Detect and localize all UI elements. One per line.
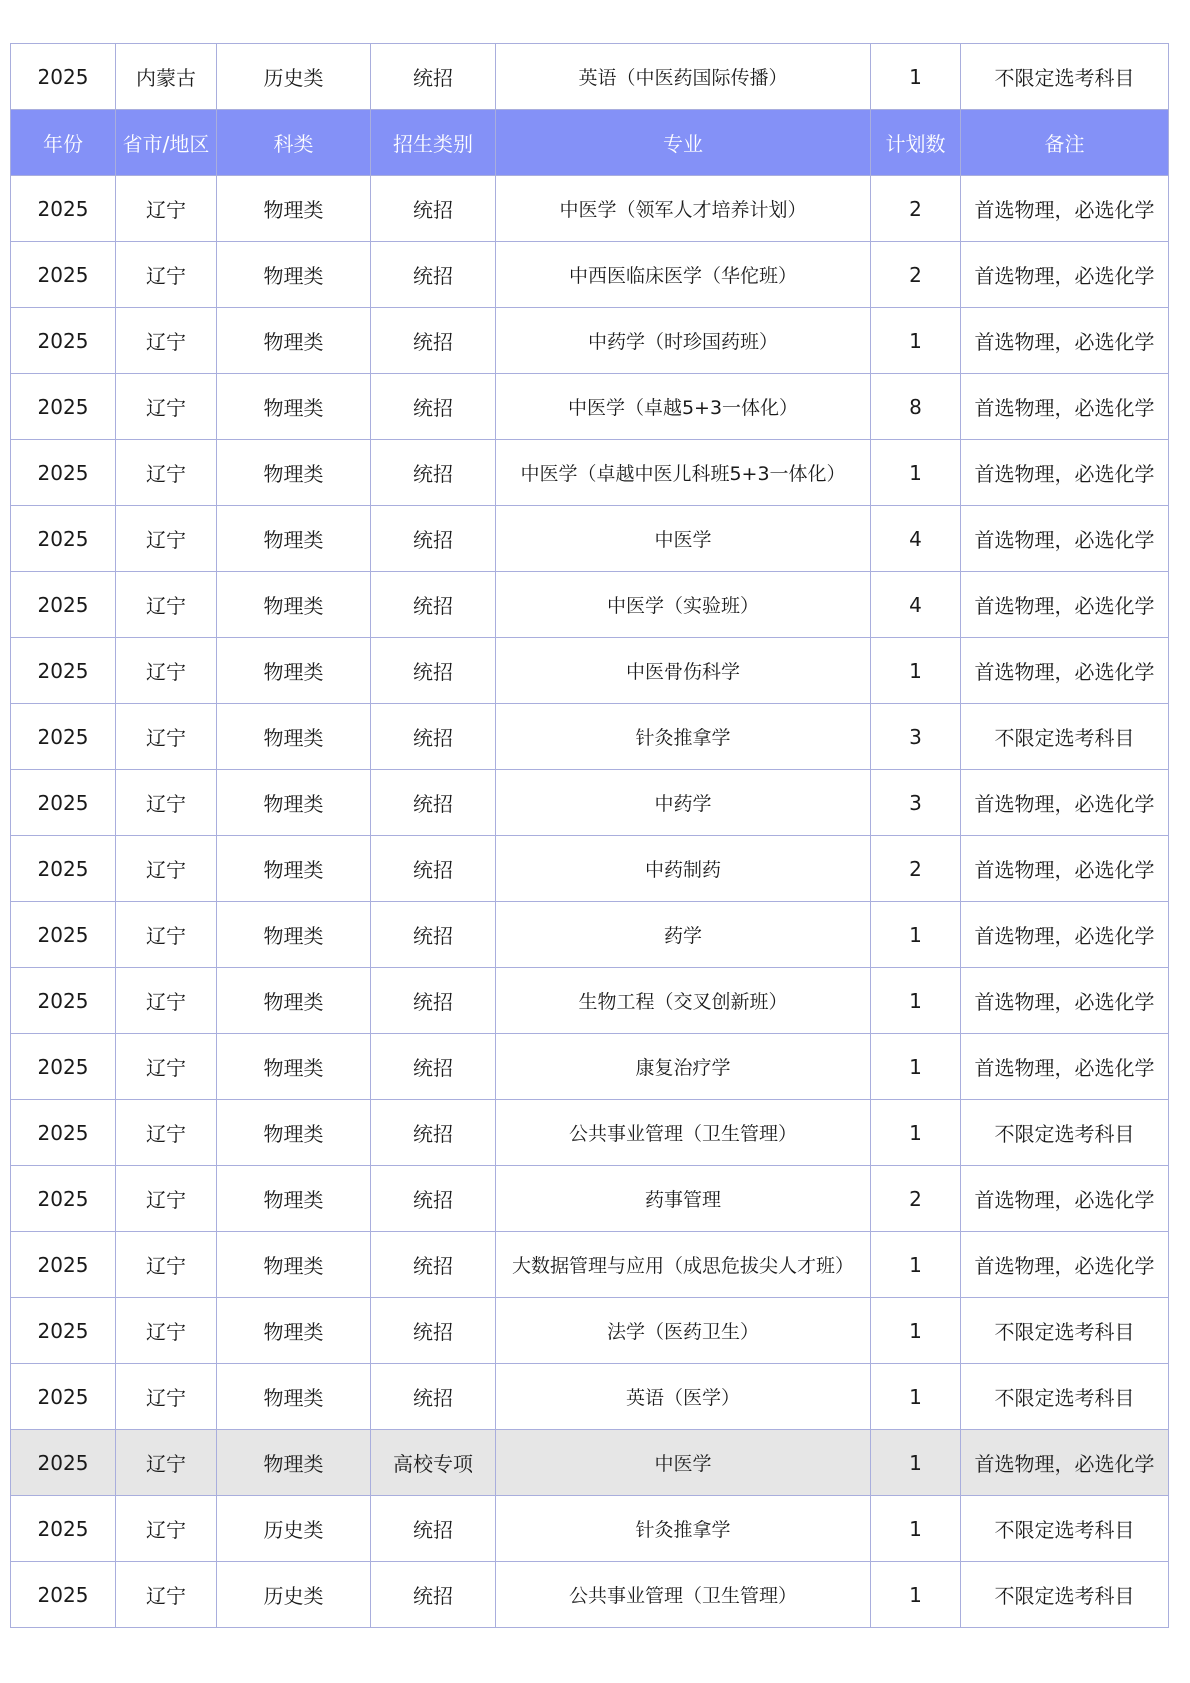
cell-admission-type: 统招	[371, 1166, 496, 1232]
cell-plan-count: 1	[871, 1232, 961, 1298]
cell-province: 辽宁	[116, 1496, 217, 1562]
cell-subject-type: 物理类	[217, 638, 371, 704]
cell-subject-type: 物理类	[217, 1100, 371, 1166]
table-row	[11, 836, 1169, 902]
cell-plan-count: 1	[871, 44, 961, 110]
cell-admission-type: 高校专项	[371, 1430, 496, 1496]
cell-remark: 不限定选考科目	[961, 44, 1169, 110]
table-row	[11, 1496, 1169, 1562]
cell-remark: 首选物理，必选化学	[961, 440, 1169, 506]
cell-subject-type: 物理类	[217, 1166, 371, 1232]
cell-admission-type: 统招	[371, 1232, 496, 1298]
cell-major: 中医骨伤科学	[496, 638, 871, 704]
cell-province: 辽宁	[116, 506, 217, 572]
admissions-plan-table	[10, 43, 1169, 1628]
cell-year: 2025	[11, 176, 116, 242]
cell-remark: 首选物理，必选化学	[961, 1166, 1169, 1232]
cell-subject-type: 物理类	[217, 836, 371, 902]
cell-plan-count: 2	[871, 1166, 961, 1232]
cell-admission-type: 统招	[371, 506, 496, 572]
cell-subject-type: 物理类	[217, 1430, 371, 1496]
cell-remark: 不限定选考科目	[961, 1496, 1169, 1562]
cell-province: 内蒙古	[116, 44, 217, 110]
cell-major: 英语（中医药国际传播）	[496, 44, 871, 110]
cell-plan-count: 1	[871, 1430, 961, 1496]
cell-major: 中药学（时珍国药班）	[496, 308, 871, 374]
header-admission-type: 招生类别	[371, 110, 496, 176]
cell-province: 辽宁	[116, 1100, 217, 1166]
header-province: 省市/地区	[116, 110, 217, 176]
cell-plan-count: 2	[871, 836, 961, 902]
header-subject-type: 科类	[217, 110, 371, 176]
cell-major: 英语（医学）	[496, 1364, 871, 1430]
cell-admission-type: 统招	[371, 176, 496, 242]
cell-major: 公共事业管理（卫生管理）	[496, 1100, 871, 1166]
cell-admission-type: 统招	[371, 704, 496, 770]
cell-subject-type: 历史类	[217, 1562, 371, 1628]
cell-remark: 首选物理，必选化学	[961, 572, 1169, 638]
cell-major: 中医学（卓越中医儿科班5+3一体化）	[496, 440, 871, 506]
cell-remark: 首选物理，必选化学	[961, 506, 1169, 572]
cell-major: 药事管理	[496, 1166, 871, 1232]
cell-plan-count: 1	[871, 1562, 961, 1628]
cell-province: 辽宁	[116, 1430, 217, 1496]
cell-province: 辽宁	[116, 440, 217, 506]
cell-major: 生物工程（交叉创新班）	[496, 968, 871, 1034]
cell-remark: 首选物理，必选化学	[961, 176, 1169, 242]
cell-province: 辽宁	[116, 770, 217, 836]
cell-plan-count: 1	[871, 968, 961, 1034]
cell-admission-type: 统招	[371, 1496, 496, 1562]
cell-plan-count: 2	[871, 242, 961, 308]
table-row	[11, 176, 1169, 242]
table-row	[11, 308, 1169, 374]
cell-remark: 首选物理，必选化学	[961, 1232, 1169, 1298]
table-row	[11, 1166, 1169, 1232]
cell-remark: 首选物理，必选化学	[961, 308, 1169, 374]
table-row	[11, 572, 1169, 638]
cell-province: 辽宁	[116, 176, 217, 242]
cell-remark: 首选物理，必选化学	[961, 836, 1169, 902]
cell-year: 2025	[11, 1100, 116, 1166]
cell-remark: 首选物理，必选化学	[961, 242, 1169, 308]
cell-year: 2025	[11, 1034, 116, 1100]
cell-year: 2025	[11, 572, 116, 638]
cell-subject-type: 物理类	[217, 770, 371, 836]
header-major: 专业	[496, 110, 871, 176]
cell-plan-count: 1	[871, 308, 961, 374]
cell-subject-type: 物理类	[217, 1298, 371, 1364]
cell-year: 2025	[11, 44, 116, 110]
cell-year: 2025	[11, 1430, 116, 1496]
cell-subject-type: 物理类	[217, 1232, 371, 1298]
cell-year: 2025	[11, 836, 116, 902]
header-year: 年份	[11, 110, 116, 176]
cell-year: 2025	[11, 1298, 116, 1364]
cell-admission-type: 统招	[371, 770, 496, 836]
cell-subject-type: 物理类	[217, 506, 371, 572]
cell-subject-type: 历史类	[217, 44, 371, 110]
cell-plan-count: 1	[871, 1298, 961, 1364]
cell-major: 药学	[496, 902, 871, 968]
cell-subject-type: 物理类	[217, 1034, 371, 1100]
cell-remark: 不限定选考科目	[961, 704, 1169, 770]
cell-remark: 首选物理，必选化学	[961, 1034, 1169, 1100]
cell-province: 辽宁	[116, 1364, 217, 1430]
cell-admission-type: 统招	[371, 1562, 496, 1628]
cell-province: 辽宁	[116, 704, 217, 770]
cell-plan-count: 3	[871, 704, 961, 770]
table-row	[11, 968, 1169, 1034]
cell-major: 中医学（实验班）	[496, 572, 871, 638]
cell-major: 康复治疗学	[496, 1034, 871, 1100]
cell-year: 2025	[11, 902, 116, 968]
cell-admission-type: 统招	[371, 968, 496, 1034]
cell-major: 针灸推拿学	[496, 704, 871, 770]
table-row	[11, 1364, 1169, 1430]
cell-major: 中医学	[496, 506, 871, 572]
cell-admission-type: 统招	[371, 572, 496, 638]
cell-plan-count: 1	[871, 902, 961, 968]
cell-plan-count: 1	[871, 440, 961, 506]
cell-plan-count: 4	[871, 572, 961, 638]
cell-major: 中药学	[496, 770, 871, 836]
cell-year: 2025	[11, 1496, 116, 1562]
table-row	[11, 506, 1169, 572]
header-plan-count: 计划数	[871, 110, 961, 176]
table-row	[11, 770, 1169, 836]
cell-subject-type: 物理类	[217, 968, 371, 1034]
table-row	[11, 440, 1169, 506]
cell-remark: 不限定选考科目	[961, 1562, 1169, 1628]
cell-year: 2025	[11, 704, 116, 770]
table-row	[11, 1298, 1169, 1364]
cell-province: 辽宁	[116, 572, 217, 638]
cell-year: 2025	[11, 638, 116, 704]
cell-major: 中药制药	[496, 836, 871, 902]
cell-subject-type: 物理类	[217, 176, 371, 242]
cell-province: 辽宁	[116, 1562, 217, 1628]
cell-admission-type: 统招	[371, 1034, 496, 1100]
cell-admission-type: 统招	[371, 1364, 496, 1430]
cell-subject-type: 物理类	[217, 242, 371, 308]
cell-subject-type: 物理类	[217, 704, 371, 770]
cell-admission-type: 统招	[371, 1298, 496, 1364]
cell-year: 2025	[11, 1562, 116, 1628]
cell-major: 中医学（领军人才培养计划）	[496, 176, 871, 242]
cell-province: 辽宁	[116, 902, 217, 968]
cell-plan-count: 4	[871, 506, 961, 572]
cell-major: 中医学（卓越5+3一体化）	[496, 374, 871, 440]
table-row	[11, 704, 1169, 770]
cell-province: 辽宁	[116, 638, 217, 704]
table-row	[11, 1562, 1169, 1628]
cell-subject-type: 历史类	[217, 1496, 371, 1562]
cell-province: 辽宁	[116, 1034, 217, 1100]
cell-plan-count: 1	[871, 1496, 961, 1562]
cell-subject-type: 物理类	[217, 308, 371, 374]
table-row	[11, 1430, 1169, 1496]
table-row	[11, 44, 1169, 110]
cell-year: 2025	[11, 440, 116, 506]
table-header-row	[11, 110, 1169, 176]
cell-plan-count: 3	[871, 770, 961, 836]
cell-plan-count: 1	[871, 638, 961, 704]
cell-plan-count: 1	[871, 1100, 961, 1166]
cell-admission-type: 统招	[371, 242, 496, 308]
cell-remark: 首选物理，必选化学	[961, 1430, 1169, 1496]
cell-major: 法学（医药卫生）	[496, 1298, 871, 1364]
cell-subject-type: 物理类	[217, 572, 371, 638]
cell-year: 2025	[11, 242, 116, 308]
cell-subject-type: 物理类	[217, 440, 371, 506]
table-row	[11, 1232, 1169, 1298]
cell-remark: 首选物理，必选化学	[961, 770, 1169, 836]
cell-year: 2025	[11, 968, 116, 1034]
cell-major: 中医学	[496, 1430, 871, 1496]
cell-major: 针灸推拿学	[496, 1496, 871, 1562]
cell-remark: 不限定选考科目	[961, 1298, 1169, 1364]
cell-plan-count: 1	[871, 1364, 961, 1430]
cell-plan-count: 2	[871, 176, 961, 242]
table-row	[11, 1034, 1169, 1100]
table-row	[11, 638, 1169, 704]
cell-major: 公共事业管理（卫生管理）	[496, 1562, 871, 1628]
cell-province: 辽宁	[116, 968, 217, 1034]
cell-year: 2025	[11, 374, 116, 440]
cell-year: 2025	[11, 1364, 116, 1430]
cell-province: 辽宁	[116, 1166, 217, 1232]
cell-remark: 不限定选考科目	[961, 1364, 1169, 1430]
cell-province: 辽宁	[116, 1298, 217, 1364]
cell-province: 辽宁	[116, 308, 217, 374]
cell-admission-type: 统招	[371, 374, 496, 440]
cell-province: 辽宁	[116, 836, 217, 902]
cell-major: 大数据管理与应用（成思危拔尖人才班）	[496, 1232, 871, 1298]
cell-province: 辽宁	[116, 374, 217, 440]
cell-province: 辽宁	[116, 1232, 217, 1298]
cell-major: 中西医临床医学（华佗班）	[496, 242, 871, 308]
cell-subject-type: 物理类	[217, 374, 371, 440]
cell-remark: 不限定选考科目	[961, 1100, 1169, 1166]
cell-admission-type: 统招	[371, 44, 496, 110]
cell-remark: 首选物理，必选化学	[961, 638, 1169, 704]
cell-year: 2025	[11, 1166, 116, 1232]
cell-subject-type: 物理类	[217, 1364, 371, 1430]
header-remark: 备注	[961, 110, 1169, 176]
table-row	[11, 374, 1169, 440]
cell-year: 2025	[11, 770, 116, 836]
cell-admission-type: 统招	[371, 836, 496, 902]
cell-province: 辽宁	[116, 242, 217, 308]
cell-admission-type: 统招	[371, 308, 496, 374]
cell-plan-count: 1	[871, 1034, 961, 1100]
cell-year: 2025	[11, 506, 116, 572]
cell-remark: 首选物理，必选化学	[961, 902, 1169, 968]
cell-year: 2025	[11, 1232, 116, 1298]
table-row	[11, 1100, 1169, 1166]
cell-admission-type: 统招	[371, 440, 496, 506]
cell-plan-count: 8	[871, 374, 961, 440]
cell-admission-type: 统招	[371, 1100, 496, 1166]
cell-remark: 首选物理，必选化学	[961, 968, 1169, 1034]
table-row	[11, 902, 1169, 968]
table-row	[11, 242, 1169, 308]
cell-remark: 首选物理，必选化学	[961, 374, 1169, 440]
cell-admission-type: 统招	[371, 638, 496, 704]
cell-admission-type: 统招	[371, 902, 496, 968]
cell-subject-type: 物理类	[217, 902, 371, 968]
cell-year: 2025	[11, 308, 116, 374]
